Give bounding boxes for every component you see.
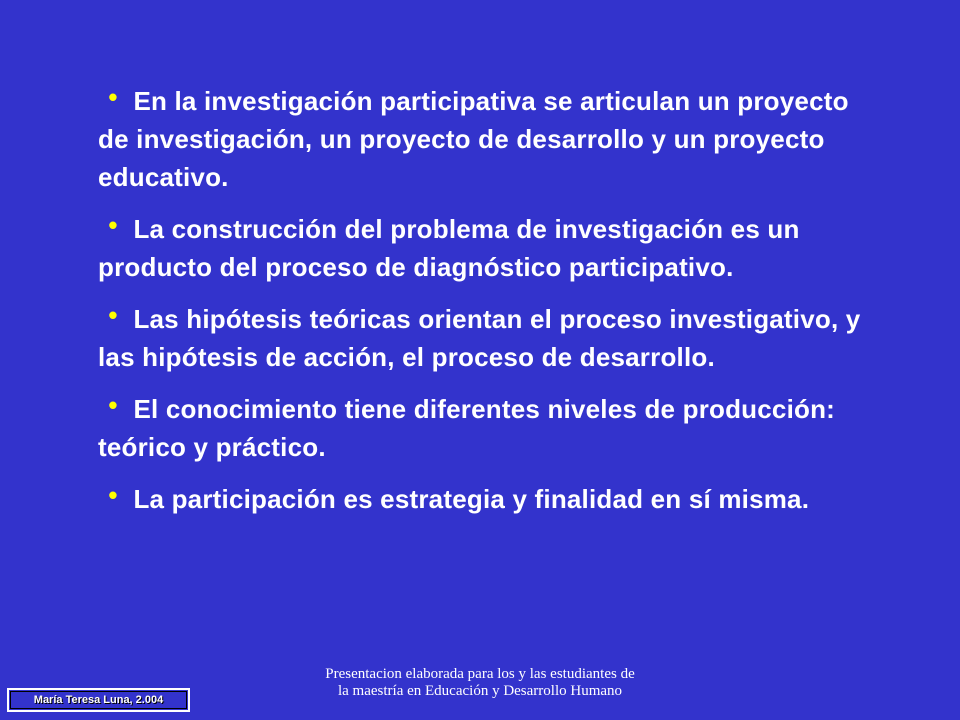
bullet-text: La participación es estrategia y finalidad en sí misma. bbox=[133, 484, 810, 514]
bullet-list bbox=[98, 82, 878, 532]
bullet-text: La construcción del problema de investigación es un producto del proceso de diagnóstico participativo. bbox=[98, 214, 800, 282]
bullet-text: En la investigación participativa se articulan un proyecto de investigación, un proyecto de desarrollo y un proyecto educativo. bbox=[98, 86, 849, 192]
bullet-text: Las hipótesis teóricas orientan el proceso investigativo, y las hipótesis de acción, el proceso de desarrollo. bbox=[98, 304, 861, 372]
author-badge bbox=[7, 688, 190, 712]
bullet-item bbox=[98, 82, 878, 196]
bullet-dot-icon: • bbox=[108, 390, 118, 420]
bullet-item bbox=[98, 210, 878, 286]
bullet-item bbox=[98, 390, 878, 466]
bullet-dot-icon: • bbox=[108, 480, 118, 510]
bullet-dot-icon: • bbox=[108, 210, 118, 240]
bullet-item bbox=[98, 480, 878, 518]
footer-text: Presentacion elaborada para los y las estudiantes de la maestría en Educación y Desarrollo Humano bbox=[325, 666, 635, 699]
author-label: María Teresa Luna, 2.004 bbox=[10, 691, 187, 709]
bullet-text: El conocimiento tiene diferentes niveles de producción: teórico y práctico. bbox=[98, 394, 836, 462]
bullet-dot-icon: • bbox=[108, 300, 118, 330]
bullet-item bbox=[98, 300, 878, 376]
bullet-dot-icon: • bbox=[108, 82, 118, 112]
